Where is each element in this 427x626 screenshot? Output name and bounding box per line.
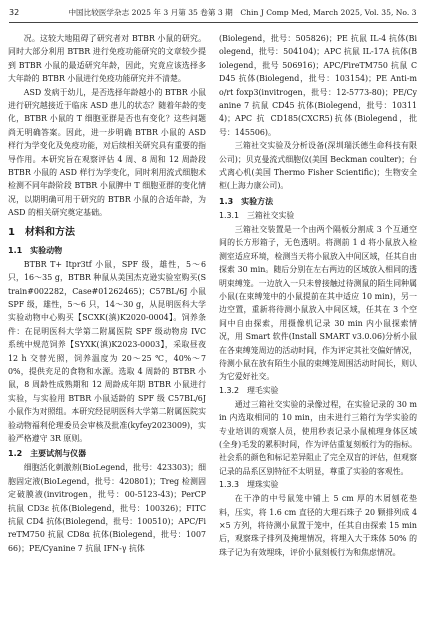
paragraph: ASD 发病于幼儿，是否选择年龄越小的 BTBR 小鼠进行研究越接近于临床 ASD 患儿的状态？随着年龄的变化，BTBR 小鼠的 T 细胞亚群是否也有变化？这些问题尚无明确答案。因此，进一步明确 BTBR 小鼠的 ASD 样行为学变化及免疫功能，对后续相关研究具有重要的指导作用。本研究旨在观察评估 4 周、8 周和 12 周龄段 BTBR 小鼠的 ASD 样行为学变化，同时利用流式细胞术检测不同年龄阶段 BTBR 小鼠脾中 T 细胞亚群的变化情况，以期明确可用于研究的 BTBR 小鼠的合适年龄，为 ASD 的相关研究奠定基础。 [8,87,206,218]
paragraph: 三箱社交实验及分析设备(深圳瑞沃德生命科技有限公司)；贝克曼流式细胞仪(美国 Beckman coulter)；台式离心机(美国 Thermo Fisher Scientific)；生物安全柜(上海力康公司)。 [219,141,417,191]
paragraph: 通过三箱社交实验的录像过程，在实验记录的 30 min 内选取相同的 10 min，由未进行三箱行为学实验的专业培训的观察人员，使用秒表记录小鼠梳理身体区域(全身)毛发的累积时间，作为评估重复刻板行为的指标。社会系的颜色和标记差异阻止了完全双盲的评估，但观察记录的品系区别特征不太明显，尊重了实验的客观性。 [219,399,417,476]
right-column [219,32,417,559]
paragraph: BTBR T+ Itpr3tf 小鼠，SPF 级，雄性，5～6 只，16～35 g，BTBR 种鼠从美国杰克逊实验室购买(Strain#002282，Case#01262465)；C57BL/6J 小鼠 SPF 级，雄性，5～6 只，14～30 g，从昆明医科大学实验动物中心购买【SCXK(滇)K2020-0004】。饲养条件：在昆明医科大学第二附属医院 SPF 级动物房 IVC 系统中规范饲养【SYXK(滇)K2023-0003】，采取昼夜 12 h 交替光照，饲养温度为 20～25 ℃，40%～70%，提供充足的食物和水源。选取 4 周龄的 BTBR 小鼠，8 周龄性成熟期和 12 周龄成年期 BTBR 小鼠进行实验，与实验用 BTBR 小鼠适龄的 SPF 级 C57BL/6J 小鼠作为对照组。本研究经昆明医科大学第二附属医院实验动物福利伦理委员会审核及批准(kyfey2023009)，实验严格遵守 3R 原则。 [8,259,206,443]
running-header [9,6,418,23]
paragraph: 在干净的中号鼠笼中铺上 5 cm 厚的木屑刨花垫料，压实，将 1.6 cm 直径的大理石珠子 20 颗排列成 4×5 方列，将待测小鼠置于笼中，任其自由探索 15 min 后，观察珠子排列及掩埋情况，将埋入大于珠体 50% 的珠子记为有效埋珠，评价小鼠刻板行为和焦虑情况。 [219,494,417,557]
paragraph: 三箱社交装置是一个由两个隔板分割成 3 个互通空间的长方形箱子，无色透明。将测前 1 d 将小鼠放入检测室适应环境，检测当天将小鼠放入中间区域，任其自由探索 30 min。随后分别在左右两边的区域放入相同的透明束缚笼。一边放入一只未曾接触过待测鼠的陌生同种属小鼠(在束缚笼中的小鼠提前在其中适应 10 min)，另一边空置，重新将待测小鼠放入中间区域，任其在 3 个空间中自由探索，用摄像机记录 30 min 内小鼠探索情况，用 Smart 软件(Install SMART v3.0.06)分析小鼠在各束缚笼周边的活动时间，作为评定其社交偏好情况，待测小鼠在放有陌生小鼠的束缚笼周围活动时间长，则认为它爱好社交。 [219,224,417,382]
section-heading: 1 材料和方法 [8,226,75,238]
subsubsection-heading: 1.3.3 埋珠实验 [219,480,279,490]
journal-citation: 中国比较医学杂志 2025 年 3 月第 35 卷第 3 期 Chin J Comp Med, March 2025, Vol. 35, No. 3 [68,8,417,17]
paragraph: (Biolegend，批号：505826)；PE 抗鼠 IL-4 抗体(Biolegend，批号：504104)；APC 抗鼠 IL-17A 抗体(Biolegend，批号 506916)；APC/FireTM750 抗鼠 CD45 抗体(Biolegend，批号：103154)；PE Anti-mo/rt foxp3(invitrogen，批号：12-5773-80)；PE/Cyanine 7 抗鼠 CD45 抗体(Biolegend，批号：103114)；APC 抗 CD185(CXCR5)抗体(Biolegend，批号：145506)。 [219,34,417,137]
left-column [8,32,206,555]
subsubsection-heading: 1.3.2 理毛实验 [219,385,279,395]
paragraph: 况。这较大地阻碍了研究者对 BTBR 小鼠的研究。同时大部分利用 BTBR 进行免疫功能研究的文章较少提到 BTBR 小鼠的最适研究年龄，因此，究竟应该选择多大年龄的 BTBR 小鼠进行免疫功能研究并不清楚。 [8,34,206,84]
subsection-heading: 1.3 实验方法 [219,196,274,206]
subsubsection-heading: 1.3.1 三箱社交实验 [219,210,295,220]
subsection-heading: 1.2 主要试剂与仪器 [8,449,87,459]
page-number: 32 [9,8,20,17]
paragraph: 细胞活化刺激剂(BioLegend，批号：423303)；细胞固定液(BioLegend，批号：420801)；Treg 检测固定破膜液(invitrogen，批号：00-5123-43)；PerCP 抗鼠 CD3ε 抗体(Biolegend，批号：100326)；FITC 抗鼠 CD4 抗体(Biolegend，批号：100510)；APC/FireTM750 抗鼠 CD8α 抗体(Biolegend，批号：100766)；PE/Cyanine 7 抗鼠 IFN-γ 抗体 [8,463,206,553]
subsection-heading: 1.1 实验动物 [8,245,63,255]
